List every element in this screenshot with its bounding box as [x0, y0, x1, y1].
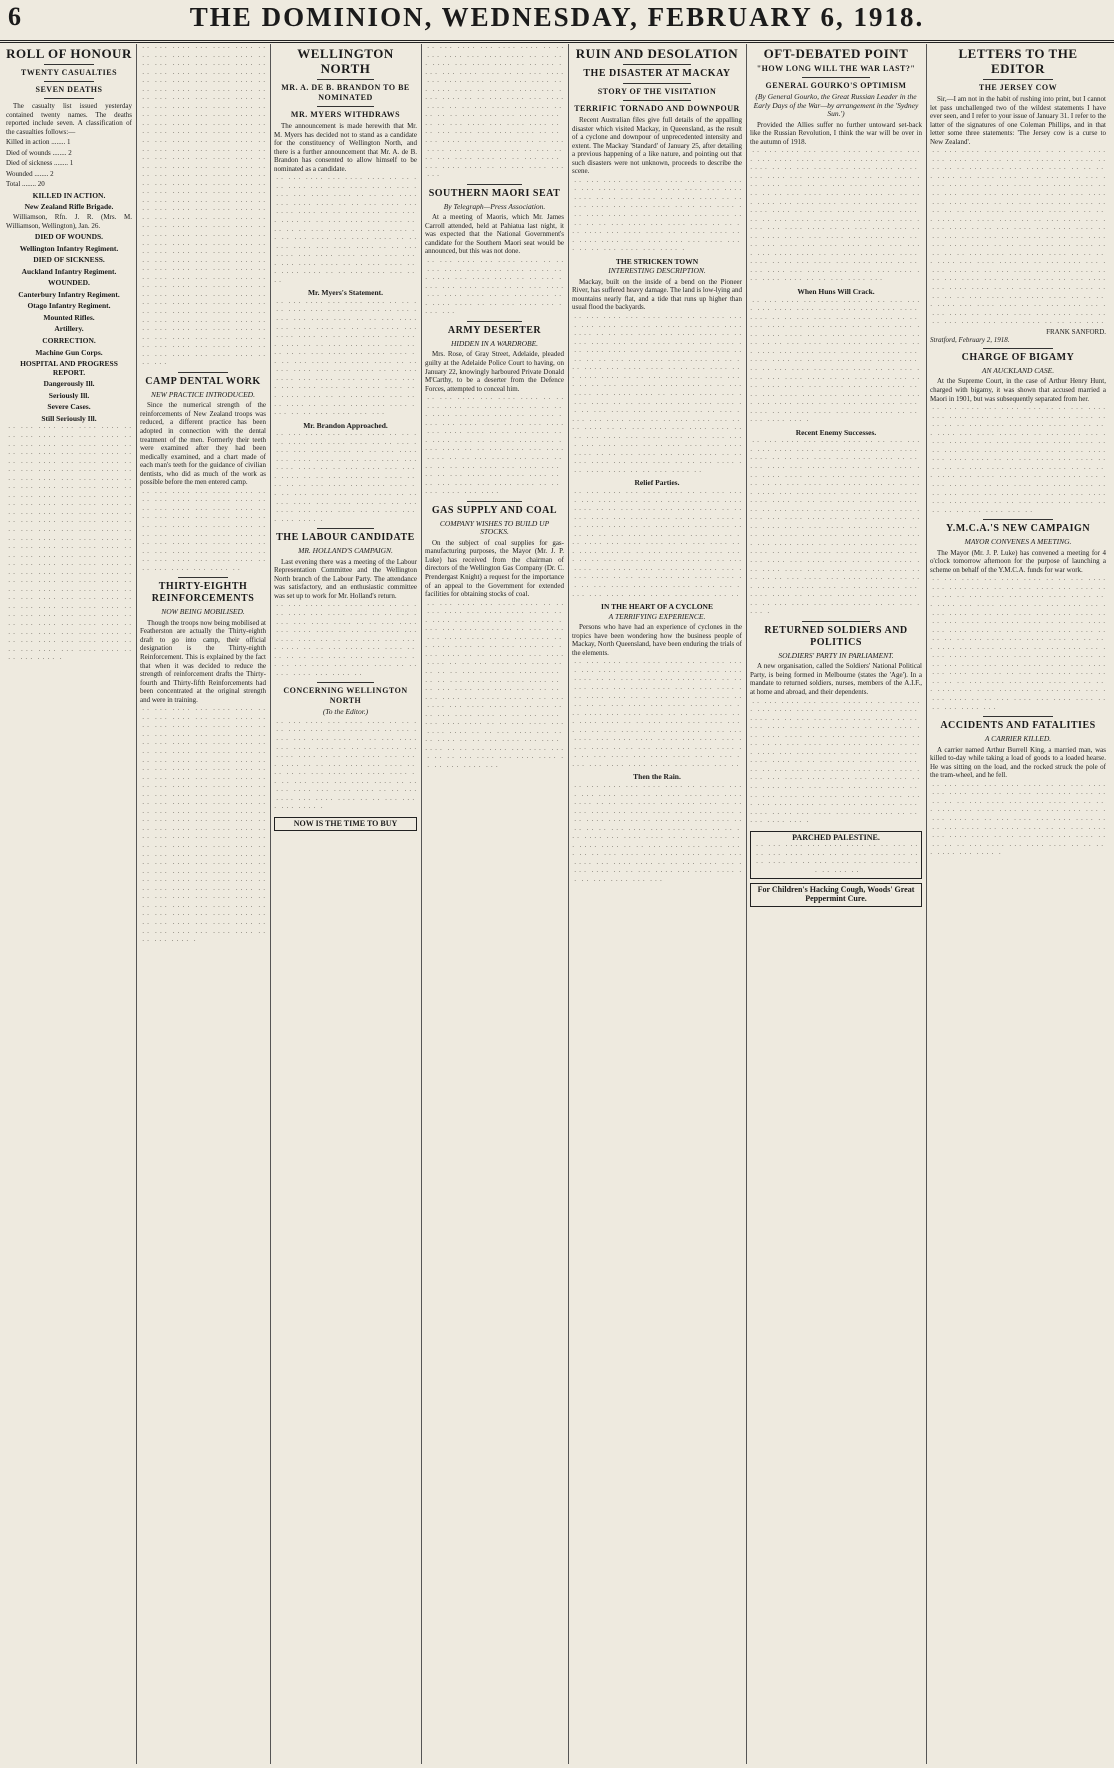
page-number: 6	[8, 2, 21, 31]
reinforcements-text: Though the troops now being mobilised at Featherston are actually the Thirty-eighth draft to go into camp, their official designation is the Thirty-eighth Reinforcement. This is explained by the fact that when it was decided to reduce the strength of reinforcement drafts the Thirty-fourth and Thirty-fifth Reinforcements had been concentrated at the original strength and were in training.	[140, 618, 266, 704]
heading-bigamy: CHARGE OF BIGAMY	[961, 351, 1075, 363]
column-mackay-disaster: RUIN AND DESOLATION THE DISASTER AT MACKAY STORY OF THE VISITATION TERRIFIC TORNADO AND DOWNPOUR Recent Australian files give full details of the appalling disaster which visited Mackay, in Queensland, as the result of a cyclone and downpour of unprecedented intensity and extent. The Mackay 'Standard' of January 25, after detailing a previous happening of a like nature, and pointing out that such disasters were not unknown, proceeds to describe the scene. · · · · · · · · · · · · · · · · · · · · · · · · · · · · · · · · · · · · · · · · · · · · · · · · · · · · · · · · · · · · · · · · · · · · · · · · · · · · · · · · · · · · · · · · · · · · · · · · · · · · · · · · · · · · · · · · · · · · · · · · · · · · · · · · · · · · · · · · · · · · · · · · · · · · · · · · · · · · · · · · · · · · · · · · · · · · · · · · · · · · · · · · · · · · · · · · · · · · · · · · · · · · · · · · · · · · · · · · · · · · · · · · · · · · · · · · · · · · · · · · · · · · · · · · · · · · · · · · · · · THE STRICKEN TOWN INTERESTING DESCRIPTION. Mackay, built on the inside of a bend on the Pioneer River, has suffered heavy damage. The land is low-lying and mountains nearly flat, and a tide that runs up higher than usual flood the backyards. · · · · · · · · · · · · · · · · · · · · · · · · · · · · · · · · · · · · · · · · · · · · · · · · · · · · · · · · · · · · · · · · · · · · · · · · · · · · · · · · · · · · · · · · · · · · · · · · · · · · · · · · · · · · · · · · · · · · · · · · · · · · · · · · · · · · · · · · · · · · · · · · · · · · · · · · · · · · · · · · · · · · · · · · · · · · · · · · · · · · · · · · · · · · · · · · · · · · · · · · · · · · · · · · · · · · · · · · · · · · · · · · · · · · · · · · · · · · · · · · · · · · · · · · · · · · · · · · · · · · · · · · · · · · · · · · · · · · · · · · · · · · · · · · · · · · · · · · · · · · · · · · · · · · · · · · · · · · · · · · · · · · · · · · · · · · · · · · · · · · · · · · · · · · · · · · · · · · · · · · · · · · · · · · · · · · · · · · · · · · · · · · · · · · · · · · · · · · · · · · · · · · · · · · · · · · · · · · · · · · · · · · · · · · · · · · · · · · · · · · · · · · · · · · · · · · · · · · · · · · · · · · · · · · · · · · · · · · · · · · · · · · · · · · · · · · · · · · · · · · · · · · · · · · · · · · · · · · · · · · · · · · · · · · · · · · · · · · · · · · · · · · · · · · · · · · · · · · · · · · · Relief Parties. · · · · · · · · · · · · · · · · · · · · · · · · · · · · · · · · · · · · · · · · · · · · · · · · · · · · · · · · · · · · · · · · · · · · · · · · · · · · · · · · · · · · · · · · · · · · · · · · · · · · · · · · · · · · · · · · · · · · · · · · · · · · · · · · · · · · · · · · · · · · · · · · · · · · · · · · · · · · · · · · · · · · · · · · · · · · · · · · · · · · · · · · · · · · · · · · · · · · · · · · · · · · · · · · · · · · · · · · · · · · · · · · · · · · · · · · · · · · · · · · · · · · · · · · · · · · · · · · · · · · · · · · · · · · · · · · · · · · · · · · · · · · · · · · · · · · · · · · · · · · · · · · · · · · · · · · · · · · · · · · · · · · · · · · · · · · · · · · · · · · · · · · · · · · · · · · · · · · · · · · · · · · · · · · · · · · · · · · · · · · · · · · · · · · IN THE HEART OF A CYCLONE A TERRIFYING EXPERIENCE. Persons who have had an experience of cyclones in the tropics have been wondering how the business people of Mackay, North Queensland, have been enduring the trials of the elements. · · · · · · · · · · · · · · · · · · · · · · · · · · · · · · · · · · · · · · · · · · · · · · · · · · · · · · · · · · · · · · · · · · · · · · · · · · · · · · · · · · · · · · · · · · · · · · · · · · · · · · · · · · · · · · · · · · · · · · · · · · · · · · · · · · · · · · · · · · · · · · · · · · · · · · · · · · · · · · · · · · · · · · · · · · · · · · · · · · · · · · · · · · · · · · · · · · · · · · · · · · · · · · · · · · · · · · · · · · · · · · · · · · · · · · · · · · · · · · · · · · · · · · · · · · · · · · · · · · · · · · · · · · · · · · · · · · · · · · · · · · · · · · · · · · · · · · · · · · · · · · · · · · · · · · · · · · · · · · · · · · · · · · · · · · · · · · · · · · · · · · · · · · · · · · · · · · · · · · · · · · · · · · · · · · · · · · · · · · · · · · · · · · · · Then the Rain. · · · · · · · · · · · · · · · · · · · · · · · · · · · · · · · · · · · · · · · · · · · · · · · · · · · · · · · · · · · · · · · · · · · · · · · · · · · · · · · · · · · · · · · · · · · · · · · · · · · · · · · · · · · · · · · · · · · · · · · · · · · · · · · · · · · · · · · · · · · · · · · · · · · · · · · · · · · · · · · · · · · · · · · · · · · · · · · · · · · · · · · · · · · · · · · · · · · · · · · · · · · · · · · · · · · · · · · · · · · · · · · · · · · · · · · · · · · · · · · · · · · · · · · · · · · · · · · · · · · · · · · · · · · · · · · · · · · · · · · · · · · · · · · · · · · · · · · · · · · · · · · · · · · · · · · · · · · · · · · · · · · · · · · · · · · · · · · · · · · · · · · · ·	[572, 46, 742, 886]
column-war-optimism: OFT-DEBATED POINT "HOW LONG WILL THE WAR LAST?" GENERAL GOURKO'S OPTIMISM (By General Gourko, the Great Russian Leader in the Early Days of the War—by arrangement in the 'Sydney Sun.') Provided the Allies suffer no further untoward set-back like the Russian Revolution, I think the war will be over in the autumn of 1918. · · · · · · · · · · · · · · · · · · · · · · · · · · · · · · · · · · · · · · · · · · · · · · · · · · · · · · · · · · · · · · · · · · · · · · · · · · · · · · · · · · · · · · · · · · · · · · · · · · · · · · · · · · · · · · · · · · · · · · · · · · · · · · · · · · · · · · · · · · · · · · · · · · · · · · · · · · · · · · · · · · · · · · · · · · · · · · · · · · · · · · · · · · · · · · · · · · · · · · · · · · · · · · · · · · · · · · · · · · · · · · · · · · · · · · · · · · · · · · · · · · · · · · · · · · · · · · · · · · · · · · · · · · · · · · · · · · · · · · · · · · · · · · · · · · · · · · · · · · · · · · · · · · · · · · · · · · · · · · · · · · · · · · · · · · · · · · · · · · · · · · · · · · · · · · · · · · · · · · · · · · · · · · · · · · · · · · · · · · · · · · · · · · · · · · · · · · · · · · · · · · · · · · · · · · · · · · · · · · · · · · · · · · · · · · · · · · · · · · · · · · · · · · · · · · · · · · · · · · · · · · · · · · · · · · · · · · When Huns Will Crack. · · · · · · · · · · · · · · · · · · · · · · · · · · · · · · · · · · · · · · · · · · · · · · · · · · · · · · · · · · · · · · · · · · · · · · · · · · · · · · · · · · · · · · · · · · · · · · · · · · · · · · · · · · · · · · · · · · · · · · · · · · · · · · · · · · · · · · · · · · · · · · · · · · · · · · · · · · · · · · · · · · · · · · · · · · · · · · · · · · · · · · · · · · · · · · · · · · · · · · · · · · · · · · · · · · · · · · · · · · · · · · · · · · · · · · · · · · · · · · · · · · · · · · · · · · · · · · · · · · · · · · · · · · · · · · · · · · · · · · · · · · · · · · · · · · · · · · · · · · · · · · · · · · · · · · · · · · · · · · · · · · · · · · · · · · · · · · · · · · · · · · · · · · · · · · · · · · · · · · · · · · · · · · · · · · · · · · · · · · · · · · · · · · · · · · · · · · · · · · · · · · · · · · · · · · · · · · · · · · · · · · · · · · · · · · · Recent Enemy Successes. · · · · · · · · · · · · · · · · · · · · · · · · · · · · · · · · · · · · · · · · · · · · · · · · · · · · · · · · · · · · · · · · · · · · · · · · · · · · · · · · · · · · · · · · · · · · · · · · · · · · · · · · · · · · · · · · · · · · · · · · · · · · · · · · · · · · · · · · · · · · · · · · · · · · · · · · · · · · · · · · · · · · · · · · · · · · · · · · · · · · · · · · · · · · · · · · · · · · · · · · · · · · · · · · · · · · · · · · · · · · · · · · · · · · · · · · · · · · · · · · · · · · · · · · · · · · · · · · · · · · · · · · · · · · · · · · · · · · · · · · · · · · · · · · · · · · · · · · · · · · · · · · · · · · · · · · · · · · · · · · · · · · · · · · · · · · · · · · · · · · · · · · · · · · · · · · · · · · · · · · · · · · · · · · · · · · · · · · · · · · · · · · · · · · · · · · · · · · · · · · · · · · · · · · · · · · · · · · · · · · · · · · · · · · · · · · · · · · · · · · · · · · · · · · · · · · · · · · · · · · · · · · · · · · · · · · · · · · · · · · · · · · · · · · · · · · · · · · · · · · · · · · · · · · · · · · · · · · · · · · · · · · · · · · · · · · · · · · · · · · · · · · · · · · · · · · · · · · · · · · · · · · · · · · · · · · · · · · · · · · · · · · · · · · · · · · · · · · · · · · · · · · RETURNED SOLDIERS AND POLITICS SOLDIERS' PARTY IN PARLIAMENT. A new organisation, called the Soldiers' National Political Party, is being formed in Melbourne (states the 'Age'). In a mandate to returned soldiers, nurses, members of the A.I.F., at home and abroad, and their dependents. · · · · · · · · · · · · · · · · · · · · · · · · · · · · · · · · · · · · · · · · · · · · · · · · · · · · · · · · · · · · · · · · · · · · · · · · · · · · · · · · · · · · · · · · · · · · · · · · · · · · · · · · · · · · · · · · · · · · · · · · · · · · · · · · · · · · · · · · · · · · · · · · · · · · · · · · · · · · · · · · · · · · · · · · · · · · · · · · · · · · · · · · · · · · · · · · · · · · · · · · · · · · · · · · · · · · · · · · · · · · · · · · · · · · · · · · · · · · · · · · · · · · · · · · · · · · · · · · · · · · · · · · · · · · · · · · · · · · · · · · · · · · · · · · · · · · · · · · · · · · · · · · · · · · · · · · · · · · · · · · · · · · · · · · · · · · · · · · · · · · · · · · · · · · · · · · · · · · · · · · · · · · · · · · · · · · · · · · · · · · · · · · · · · · · · · · · · · · · · · · · · · · · · · · · · · · · · · · · · · · · · · · · · · · · · · PARCHED PALESTINE. · · · · · · · · · · · · · · · · · · · · · · · · · · · · · · · · · · · · · · · · · · · · · · · · · · · · · · · · · · · · · · · · · · · · · · · · · · · · · · · · · · · · · · · · · · · · · · · For Children's Hacking Cough, Woods' Great Peppermint Cure.	[750, 44, 922, 1764]
heading-reinforcements: THIRTY-EIGHTH REINFORCEMENTS	[151, 581, 255, 605]
casualty-list-text: · · · · · · · · · · · · · · · · · · · · · · · · · · · · · · · · · · · · · · · · · · · · · · · · · · · · · · · · · · · · · · · · · · · · · · · · · · · · · · · · · · · · · · · · · · · · · · · · · · · · · · · · · · · · · · · · · · · · · · · · · · · · · · · · · · · · · · · · · · · · · · · · · · · · · · · · · · · · · · · · · · · · · · · · · · · · · · · · · · · · · · · · · · · · · · · · · · · · · · · · · · · · · · · · · · · · · · · · · · · · · · · · · · · · · · · · · · · · · · · · · · · · · · · · · · · · · · · · · · · · · · · · · · · · · · · · · · · · · · · · · · · · · · · · · · · · · · · · · · · · · · · · · · · · · · · · · · · · · · · · · · · · · · · · · · · · · · · · · · · · · · · · · · · · · · · · · · · · · · · · · · · · · · · · · · · · · · · · · · · · · · · · · · · · · · · · · · · · · · · · · · · · · · · · · · · · · · · · · · · · · · · · · · · · · · · · · · · · · · · · · · · · · · · · · · · · · · · · · · · · · · · · · · · · · · · · · · · · · · · · · · · · · · · · · · · · · · · · · · · · · · · · · · · · · · · · · · · · · · · · · · · · · · · · · · · · · · · · · · · · · · · · · · · · · · · · · · · · · · · · · · · · · · · · · · · · · · · · · · · · · · · · · · · · · · · · · · · · · · · · · · · ·	[6, 424, 132, 664]
heading-accidents: ACCIDENTS AND FATALITIES	[940, 720, 1096, 732]
masthead	[0, 0, 1114, 43]
heading-ymca: Y.M.C.A.'S NEW CAMPAIGN	[945, 523, 1091, 535]
advert-palestine: PARCHED PALESTINE. · · · · · · · · · · · · · · · · · · · · · · · · · · · · · · · · · · · · · · · · · · · · · · · · · · · · · · · · · · · · · · · · · · · · · · · · · · · · · · · · · · · · · · · · · · · · · · ·	[750, 831, 922, 880]
heading-oft-debated-point: OFT-DEBATED POINT	[763, 46, 909, 61]
column-roll-of-honour: ROLL OF HONOUR TWENTY CASUALTIES SEVEN DEATHS The casualty list issued yesterday contained twenty names. The deaths reported include seven. A classification of the casualties follows:— Killed in action ........ 1 Died of wounds ........ 2 Died of sickness ........ 1 Wounded ........ 2 Total ........ 20 KILLED IN ACTION. New Zealand Rifle Brigade. Williamson, Rfn. J. R. (Mrs. M. Williamson, Wellington), Jan. 26. DIED OF WOUNDS. Wellington Infantry Regiment. DIED OF SICKNESS. Auckland Infantry Regiment. WOUNDED. Canterbury Infantry Regiment. Otago Infantry Regiment. Mounted Rifles. Artillery. CORRECTION. Machine Gun Corps. HOSPITAL AND PROGRESS REPORT. Dangerously Ill. Seriously Ill. Severe Cases. Still Seriously Ill. · · · · · · · · · · · · · · · · · · · · · · · · · · · · · · · · · · · · · · · · · · · · · · · · · · · · · · · · · · · · · · · · · · · · · · · · · · · · · · · · · · · · · · · · · · · · · · · · · · · · · · · · · · · · · · · · · · · · · · · · · · · · · · · · · · · · · · · · · · · · · · · · · · · · · · · · · · · · · · · · · · · · · · · · · · · · · · · · · · · · · · · · · · · · · · · · · · · · · · · · · · · · · · · · · · · · · · · · · · · · · · · · · · · · · · · · · · · · · · · · · · · · · · · · · · · · · · · · · · · · · · · · · · · · · · · · · · · · · · · · · · · · · · · · · · · · · · · · · · · · · · · · · · · · · · · · · · · · · · · · · · · · · · · · · · · · · · · · · · · · · · · · · · · · · · · · · · · · · · · · · · · · · · · · · · · · · · · · · · · · · · · · · · · · · · · · · · · · · · · · · · · · · · · · · · · · · · · · · · · · · · · · · · · · · · · · · · · · · · · · · · · · · · · · · · · · · · · · · · · · · · · · · · · · · · · · · · · · · · · · · · · · · · · · · · · · · · · · · · · · · · · · · · · · · · · · · · · · · · · · · · · · · · · · · · · · · · · · · · · · · · · · · · · · · · · · · · · · · · · · · · · · · · · · · · · · · · · · · · · · · · · · · · · · · · · · · · · · · · · · · · · ·	[6, 46, 132, 664]
wellington-north-lead: The announcement is made herewith that Mr. M. Myers has decided not to stand as a candidate for the constituency of Wellington North, and there is a further announcement that Mr. A. de B. Brandon has consented to allow himself to be nominated as a candidate.	[274, 122, 417, 173]
subheading-casualties: TWENTY CASUALTIES	[20, 68, 118, 77]
heading-army-deserter: ARMY DESERTER	[447, 324, 542, 336]
labour-text: Last evening there was a meeting of the Labour Representation Committee and the Wellington North branch of the Labour Party. The attendance was satisfactory, and an enthusiastic committee was set up to work for Mr. Holland's return.	[274, 557, 417, 600]
columns	[6, 44, 1108, 1764]
heading-camp-dental: CAMP DENTAL WORK	[145, 375, 261, 387]
advert-peppermint-cure: For Children's Hacking Cough, Woods' Great Peppermint Cure.	[750, 883, 922, 906]
casualty-summary: Killed in action ........ 1 Died of wounds ........ 2 Died of sickness ........ 1 Wounded ........ 2 Total ........ 20	[6, 138, 74, 189]
intro-paragraph: The casualty list issued yesterday contained twenty names. The deaths reported include seven. A classification of the casualties follows:—	[6, 102, 132, 136]
column-letters: LETTERS TO THE EDITOR THE JERSEY COW Sir,—I am not in the habit of rushing into print, but I cannot let pass unchallenged two of the wildest statements I have ever seen, and I refer to your issue of January 31. I refer to the latter of the signatures of one Coleman Phillips, and in that letter some three statements: 'The Jersey cow is a curse to New Zealand'. · · · · · · · · · · · · · · · · · · · · · · · · · · · · · · · · · · · · · · · · · · · · · · · · · · · · · · · · · · · · · · · · · · · · · · · · · · · · · · · · · · · · · · · · · · · · · · · · · · · · · · · · · · · · · · · · · · · · · · · · · · · · · · · · · · · · · · · · · · · · · · · · · · · · · · · · · · · · · · · · · · · · · · · · · · · · · · · · · · · · · · · · · · · · · · · · · · · · · · · · · · · · · · · · · · · · · · · · · · · · · · · · · · · · · · · · · · · · · · · · · · · · · · · · · · · · · · · · · · · · · · · · · · · · · · · · · · · · · · · · · · · · · · · · · · · · · · · · · · · · · · · · · · · · · · · · · · · · · · · · · · · · · · · · · · · · · · · · · · · · · · · · · · · · · · · · · · · · · · · · · · · · · · · · · · · · · · · · · · · · · · · · · · · · · · · · · · · · · · · · · · · · · · · · · · · · · · · · · · · · · · · · · · · · · · · · · · · · · · · · · · · · · · · · · · · · · · · · · · · · · · · · · · · · · · · · · · · · · · · · · · · · · · · · · · · · · · · · · · · · · · · · · · · · · · · · · · · · · · · · · · · · · · · · · · · · · · · · · · · · · · · · · · · · · · · · · · · · · · · · · · · · · · · · · · · · · · · · · · · · · · · · · · · · · · · · · · · · · · · · · · · · · · · · · · · · · · · · · · · · · · · · · · · · · · · · · · · · · · · · · · · · · · · FRANK SANFORD. Stratford, February 2, 1918. CHARGE OF BIGAMY AN AUCKLAND CASE. At the Supreme Court, in the case of Arthur Henry Hunt, charged with bigamy, it was shown that accused married a Maori in 1901, but was subsequently separated from her. · · · · · · · · · · · · · · · · · · · · · · · · · · · · · · · · · · · · · · · · · · · · · · · · · · · · · · · · · · · · · · · · · · · · · · · · · · · · · · · · · · · · · · · · · · · · · · · · · · · · · · · · · · · · · · · · · · · · · · · · · · · · · · · · · · · · · · · · · · · · · · · · · · · · · · · · · · · · · · · · · · · · · · · · · · · · · · · · · · · · · · · · · · · · · · · · · · · · · · · · · · · · · · · · · · · · · · · · · · · · · · · · · · · · · · · · · · · · · · · · · · · · · · · · · · · · · · · · · · · · · · · · · · · · · · · · · · · · · · · · · · · · · · · · · · · · · · · · · · · · · · · · · · · · · · · · · · · · · · · · · · · · · · · · · · · · · · · · · · · · · · · · · · · · · · · · · · · · · · · · · · · · · · · · · · · · · · · · · · · · · · · · · · · · Y.M.C.A.'S NEW CAMPAIGN MAYOR CONVENES A MEETING. The Mayor (Mr. J. P. Luke) has convened a meeting for 4 o'clock tomorrow afternoon for the purpose of launching a scheme on behalf of the Y.M.C.A. funds for war work. · · · · · · · · · · · · · · · · · · · · · · · · · · · · · · · · · · · · · · · · · · · · · · · · · · · · · · · · · · · · · · · · · · · · · · · · · · · · · · · · · · · · · · · · · · · · · · · · · · · · · · · · · · · · · · · · · · · · · · · · · · · · · · · · · · · · · · · · · · · · · · · · · · · · · · · · · · · · · · · · · · · · · · · · · · · · · · · · · · · · · · · · · · · · · · · · · · · · · · · · · · · · · · · · · · · · · · · · · · · · · · · · · · · · · · · · · · · · · · · · · · · · · · · · · · · · · · · · · · · · · · · · · · · · · · · · · · · · · · · · · · · · · · · · · · · · · · · · · · · · · · · · · · · · · · · · · · · · · · · · · · · · · · · · · · · · · · · · · · · · · · · · · · · · · · · · · · · · · · · · · · · · · · · · · · · · · · · · · · · · · · · · · · · · · · · · · · · · · · · · · · · · · · · · · · · · · · · · · · · · · · · · · · · · · · · · · · · · · · · · · · · · · · · · · · · · · · · · · · · · · · · · · · · · · · · · · · ACCIDENTS AND FATALITIES A CARRIER KILLED. A carrier named Arthur Burrell King, a married man, was killed to-day while taking a load of goods to a loaded hearse. He was sitting on the load, and the rocked struck the pole of the tram-wheel, and he fell. · · · · · · · · · · · · · · · · · · · · · · · · · · · · · · · · · · · · · · · · · · · · · · · · · · · · · · · · · · · · · · · · · · · · · · · · · · · · · · · · · · · · · · · · · · · · · · · · · · · · · · · · · · · · · · · · · · · · · · · · · · · · · · · · · · · · · · · · · · · · · · · · · · · · · · · · · · · · · · · · · · · · · · · · · · · · · · · · · · · · · · · · · · · · · · · · · · · · · · · · · · · · · · · · · · · · · · · · · · · · · · · · · · · · · · · · · · · · · · · · · · · · · · · · · · · · · · · · · · ·	[930, 46, 1106, 859]
mackay-lead: Recent Australian files give full details of the appalling disaster which visited Mackay, in Queensland, as the result of a cyclone and downpour of unprecedented intensity and extent. The Mackay 'Standard' of January 25, after detailing a previous happening of a like nature, and pointing out that such disasters were not unknown, proceeds to describe the scene.	[572, 116, 742, 176]
column-maori-seat: · · · · · · · · · · · · · · · · · · · · · · · · · · · · · · · · · · · · · · · · · · · · · · · · · · · · · · · · · · · · · · · · · · · · · · · · · · · · · · · · · · · · · · · · · · · · · · · · · · · · · · · · · · · · · · · · · · · · · · · · · · · · · · · · · · · · · · · · · · · · · · · · · · · · · · · · · · · · · · · · · · · · · · · · · · · · · · · · · · · · · · · · · · · · · · · · · · · · · · · · · · · · · · · · · · · · · · · · · · · · · · · · · · · · · · · · · · · · · · · · · · · · · · · · · · · · · · · · · · · · · · · · · · · · · · · · · · · · · · · · · · · · · · · · · · · · · · · · · · · · · · · · · · · · · · · · · · · · · · · · · · · · · · · · · · · · · · · · · · · · · · · · · · · · · · · · · · · · · · · · · · · · · · · SOUTHERN MAORI SEAT By Telegraph—Press Association. At a meeting of Maoris, which Mr. James Carroll attended, held at Pahiatua last night, it was expected that the National Government's candidate for the Southern Maori seat would be announced, but this was not done. · · · · · · · · · · · · · · · · · · · · · · · · · · · · · · · · · · · · · · · · · · · · · · · · · · · · · · · · · · · · · · · · · · · · · · · · · · · · · · · · · · · · · · · · · · · · · · · · · · · · · · · · · · · · · · · · · · · · · · · · · · · · · · · · · · · · · · · · · · · · · · · · · · · · · · · ARMY DESERTER HIDDEN IN A WARDROBE. Mrs. Rose, of Gray Street, Adelaide, pleaded guilty at the Adelaide Police Court to having, on January 22, knowingly harboured Private Donald M'Carthy, to be a deserter from the Defence Forces, attempted to conceal him. · · · · · · · · · · · · · · · · · · · · · · · · · · · · · · · · · · · · · · · · · · · · · · · · · · · · · · · · · · · · · · · · · · · · · · · · · · · · · · · · · · · · · · · · · · · · · · · · · · · · · · · · · · · · · · · · · · · · · · · · · · · · · · · · · · · · · · · · · · · · · · · · · · · · · · · · · · · · · · · · · · · · · · · · · · · · · · · · · · · · · · · · · · · · · · · · · · · · · · · · · · · · · · · · · · · · · · · · · · · · · · · · · · · · · · · · · · · · · · · · · · · · · · · · · · · · · · · · · · · · · · · · · · · · · · · · · · · · · · · · GAS SUPPLY AND COAL COMPANY WISHES TO BUILD UP STOCKS. On the subject of coal supplies for gas-manufacturing purposes, the Mayor (Mr. J. P. Luke) has received from the chairman of directors of the Wellington Gas Company (Dr. C. Prendergast Knight) a request for the importance of an appeal to the Government for extended facilities for obtaining stocks of coal. · · · · · · · · · · · · · · · · · · · · · · · · · · · · · · · · · · · · · · · · · · · · · · · · · · · · · · · · · · · · · · · · · · · · · · · · · · · · · · · · · · · · · · · · · · · · · · · · · · · · · · · · · · · · · · · · · · · · · · · · · · · · · · · · · · · · · · · · · · · · · · · · · · · · · · · · · · · · · · · · · · · · · · · · · · · · · · · · · · · · · · · · · · · · · · · · · · · · · · · · · · · · · · · · · · · · · · · · · · · · · · · · · · · · · · · · · · · · · · · · · · · · · · · · · · · · · · · · · · · · · · · · · · · · · · · · · · · · · · · · · · · · · · · · · · · · · · · · · · · · · · · · · · · · · · · · · · · · · · · · · · · · · · · · · · · · · · · · · · · · · · · · · · · · · · · · · · · · · · · · · · · · · · · · · · · · · · · · · · · · · · · · · · · · · · · · · · · · · · · · · · · · · · · · · · · · · · · · · · · · · · · · · · · · · · · · · · · · · · · · · · · · · · · · · · · · · · · · · · · · · · · · · · · · · · · · · ·	[425, 44, 564, 772]
heading-southern-maori: SOUTHERN MAORI SEAT	[428, 187, 561, 199]
column-names-and-dental: · · · · · · · · · · · · · · · · · · · · · · · · · · · · · · · · · · · · · · · · · · · · · · · · · · · · · · · · · · · · · · · · · · · · · · · · · · · · · · · · · · · · · · · · · · · · · · · · · · · · · · · · · · · · · · · · · · · · · · · · · · · · · · · · · · · · · · · · · · · · · · · · · · · · · · · · · · · · · · · · · · · · · · · · · · · · · · · · · · · · · · · · · · · · · · · · · · · · · · · · · · · · · · · · · · · · · · · · · · · · · · · · · · · · · · · · · · · · · · · · · · · · · · · · · · · · · · · · · · · · · · · · · · · · · · · · · · · · · · · · · · · · · · · · · · · · · · · · · · · · · · · · · · · · · · · · · · · · · · · · · · · · · · · · · · · · · · · · · · · · · · · · · · · · · · · · · · · · · · · · · · · · · · · · · · · · · · · · · · · · · · · · · · · · · · · · · · · · · · · · · · · · · · · · · · · · · · · · · · · · · · · · · · · · · · · · · · · · · · · · · · · · · · · · · · · · · · · · · · · · · · · · · · · · · · · · · · · · · · · · · · · · · · · · · · · · · · · · · · · · · · · · · · · · · · · · · · · · · · · · · · · · · · · · · · · · · · · · · · · · · · · · · · · · · · · · · · · · · · · · · · · · · · · · · · · · · · · · · · · · · · · · · · · · · · · · · · · · · · · · · · · · · · · · · · · · · · · · · · · · · · · · · · · · · · · · · · · · · · · · · · · · · · · · · · · · · · · · · · · · · · · · · · · · · · · · · · · · · · · · · · · · · · · · · · · · · · · · · · · · · · · · · · · · · · · · · · · · · · · · · · · · · · · · · · · · · · · · · · · · · · · · · · · · · · · · · · · · · · · · · · · · · · · · · · · · · · · · · · · · · · · · · · · · · · · · · · · · · · · · · · · · · · · · · · · · · · · · · · · CAMP DENTAL WORK NEW PRACTICE INTRODUCED. Since the numerical strength of the reinforcements of New Zealand troops was reduced, a different practice has been adopted in connection with the dental treatment of the men. Formerly their teeth were examined after they had been medically examined, and a chart made of each man's teeth for the guidance of civilian dentists, who did as much of the work as possible before the men entered camp. · · · · · · · · · · · · · · · · · · · · · · · · · · · · · · · · · · · · · · · · · · · · · · · · · · · · · · · · · · · · · · · · · · · · · · · · · · · · · · · · · · · · · · · · · · · · · · · · · · · · · · · · · · · · · · · · · · · · · · · · · · · · · · · · · · · · · · · · · · · · · · · · · · · · · · · · · · · · · · · · · · · · · · · · · · · · · · · · · · · · · · · · · · · · · · · · · · · · · · · · · · · · · · · · · · · · · · · · THIRTY-EIGHTH REINFORCEMENTS NOW BEING MOBILISED. Though the troops now being mobilised at Featherston are actually the Thirty-eighth draft to go into camp, their official designation is the Thirty-eighth Reinforcement. This is explained by the fact that when it was decided to reduce the strength of reinforcement drafts the Thirty-fourth and Thirty-fifth Reinforcements had been concentrated at the original strength and were in training. · · · · · · · · · · · · · · · · · · · · · · · · · · · · · · · · · · · · · · · · · · · · · · · · · · · · · · · · · · · · · · · · · · · · · · · · · · · · · · · · · · · · · · · · · · · · · · · · · · · · · · · · · · · · · · · · · · · · · · · · · · · · · · · · · · · · · · · · · · · · · · · · · · · · · · · · · · · · · · · · · · · · · · · · · · · · · · · · · · · · · · · · · · · · · · · · · · · · · · · · · · · · · · · · · · · · · · · · · · · · · · · · · · · · · · · · · · · · · · · · · · · · · · · · · · · · · · · · · · · · · · · · · · · · · · · · · · · · · · · · · · · · · · · · · · · · · · · · · · · · · · · · · · · · · · · · · · · · · · · · · · · · · · · · · · · · · · · · · · · · · · · · · · · · · · · · · · · · · · · · · · · · · · · · · · · · · · · · · · · · · · · · · · · · · · · · · · · · · · · · · · · · · · · · · · · · · · · · · · · · · · · · · · · · · · · · · · · · · · · · · · · · · · · · · · · · · · · · · · · · · · · · · · · · · · · · · · · · · · · · · · · · · · · · · · · · · · · · · · · · · · · · · · · · · · · · · · · · · · · · · · · · · · · · · · · · · · · · · · · · · · · · · · · · · · · · · · · · · · · · · · · · · · · · · · · · · · · · · · · · · · · · · · · · · · · · · · · · · · · · · · · ·	[140, 44, 266, 946]
newspaper-title: THE DOMINION, WEDNESDAY, FEBRUARY 6, 1918.	[189, 2, 925, 32]
letter-signature: FRANK SANFORD.	[1046, 327, 1106, 336]
camp-dental-text: Since the numerical strength of the reinforcements of New Zealand troops was reduced, a different practice has been adopted in connection with the dental treatment of the men. Formerly their teeth were examined after they had been medically examined, and a chart made of each man's teeth for the guidance of civilian dentists, who did as much of the work as possible before the men entered camp.	[140, 401, 266, 487]
heading-letters-to-editor: LETTERS TO THE EDITOR	[958, 46, 1078, 76]
heading-ruin-and-desolation: RUIN AND DESOLATION	[575, 46, 739, 61]
advert-col3: NOW IS THE TIME TO BUY	[274, 817, 417, 832]
column-wellington-north: WELLINGTON NORTH MR. A. DE B. BRANDON TO BE NOMINATED MR. MYERS WITHDRAWS The announcement is made herewith that Mr. M. Myers has decided not to stand as a candidate for the constituency of Wellington North, and there is a further announcement that Mr. A. de B. Brandon has consented to allow himself to be nominated as a candidate. · · · · · · · · · · · · · · · · · · · · · · · · · · · · · · · · · · · · · · · · · · · · · · · · · · · · · · · · · · · · · · · · · · · · · · · · · · · · · · · · · · · · · · · · · · · · · · · · · · · · · · · · · · · · · · · · · · · · · · · · · · · · · · · · · · · · · · · · · · · · · · · · · · · · · · · · · · · · · · · · · · · · · · · · · · · · · · · · · · · · · · · · · · · · · · · · · · · · · · · · · · · · · · · · · · · · · · · · · · · · · · · · · · · · · · · · · · · · · · · · · · · · · · · · · · · · · · · · · · · · · · · · · · · · · · · · · · · · · · · · · · · · · · · · · · · · · · · · · · · · · · Mr. Myers's Statement. · · · · · · · · · · · · · · · · · · · · · · · · · · · · · · · · · · · · · · · · · · · · · · · · · · · · · · · · · · · · · · · · · · · · · · · · · · · · · · · · · · · · · · · · · · · · · · · · · · · · · · · · · · · · · · · · · · · · · · · · · · · · · · · · · · · · · · · · · · · · · · · · · · · · · · · · · · · · · · · · · · · · · · · · · · · · · · · · · · · · · · · · · · · · · · · · · · · · · · · · · · · · · · · · · · · · · · · · · · · · · · · · · · · · · · · · · · · · · · · · · · · · · · · · · · · · · · · · · · · · · · · · · · · · · · · · · · · · · · · · · · · · · · · · · · · · · · · · · · · · · · · · · · · · · · · · · · · · · · · · · · · · · · · · · · · · · · · · · · · · · · · · · Mr. Brandon Approached. · · · · · · · · · · · · · · · · · · · · · · · · · · · · · · · · · · · · · · · · · · · · · · · · · · · · · · · · · · · · · · · · · · · · · · · · · · · · · · · · · · · · · · · · · · · · · · · · · · · · · · · · · · · · · · · · · · · · · · · · · · · · · · · · · · · · · · · · · · · · · · · · · · · · · · · · · · · · · · · · · · · · · · · · · · · · · · · · · · · · · · · · · · · · · · · · · · · · · · · · · · · · · · · · · · · · · · · · · · · · · · · · · · · · · · · · · · · · · · · · · · · · · · · · · · · · · · · · · · · THE LABOUR CANDIDATE MR. HOLLAND'S CAMPAIGN. Last evening there was a meeting of the Labour Representation Committee and the Wellington North branch of the Labour Party. The attendance was satisfactory, and an enthusiastic committee was set up to work for Mr. Holland's return. · · · · · · · · · · · · · · · · · · · · · · · · · · · · · · · · · · · · · · · · · · · · · · · · · · · · · · · · · · · · · · · · · · · · · · · · · · · · · · · · · · · · · · · · · · · · · · · · · · · · · · · · · · · · · · · · · · · · · · · · · · · · · · · · · · · · · · · · · · · · · · · · · · · · · · · · · · · · · · · · · · · · · · · · · · · · · · · · · · · · · · · · · · · · · · · · · · · · · · · · · · · · · · · · · · · · · · · · CONCERNING WELLINGTON NORTH (To the Editor.) · · · · · · · · · · · · · · · · · · · · · · · · · · · · · · · · · · · · · · · · · · · · · · · · · · · · · · · · · · · · · · · · · · · · · · · · · · · · · · · · · · · · · · · · · · · · · · · · · · · · · · · · · · · · · · · · · · · · · · · · · · · · · · · · · · · · · · · · · · · · · · · · · · · · · · · · · · · · · · · · · · · · · · · · · · · · · · · · · · · · · · · · · · · · · · · · · · · · · · · · · · · · · · · · · · · · · · · · · · · · · · · · · · · · · · · · · · · · · · · · · · · · · · · · · · · · · · · · · · · NOW IS THE TIME TO BUY	[274, 44, 417, 1764]
heading-gas-supply: GAS SUPPLY AND COAL	[431, 504, 558, 516]
names-list-text: · · · · · · · · · · · · · · · · · · · · · · · · · · · · · · · · · · · · · · · · · · · · · · · · · · · · · · · · · · · · · · · · · · · · · · · · · · · · · · · · · · · · · · · · · · · · · · · · · · · · · · · · · · · · · · · · · · · · · · · · · · · · · · · · · · · · · · · · · · · · · · · · · · · · · · · · · · · · · · · · · · · · · · · · · · · · · · · · · · · · · · · · · · · · · · · · · · · · · · · · · · · · · · · · · · · · · · · · · · · · · · · · · · · · · · · · · · · · · · · · · · · · · · · · · · · · · · · · · · · · · · · · · · · · · · · · · · · · · · · · · · · · · · · · · · · · · · · · · · · · · · · · · · · · · · · · · · · · · · · · · · · · · · · · · · · · · · · · · · · · · · · · · · · · · · · · · · · · · · · · · · · · · · · · · · · · · · · · · · · · · · · · · · · · · · · · · · · · · · · · · · · · · · · · · · · · · · · · · · · · · · · · · · · · · · · · · · · · · · · · · · · · · · · · · · · · · · · · · · · · · · · · · · · · · · · · · · · · · · · · · · · · · · · · · · · · · · · · · · · · · · · · · · · · · · · · · · · · · · · · · · · · · · · · · · · · · · · · · · · · · · · · · · · · · · · · · · · · · · · · · · · · · · · · · · · · · · · · · · · · · · · · · · · · · · · · · · · · · · · · · · · · · · · · · · · · · · · · · · · · · · · · · · · · · · · · · · · · · · · · · · · · · · · · · · · · · · · · · · · · · · · · · · · · · · · · · · · · · · · · · · · · · · · · · · · · · · · · · · · · · · · · · · · · · · · · · · · · · · · · · · · · · · · · · · · · · · · · · · · · · · · · · · · · · · · · · · · · · · · · · · · · · · · · · · · · · · · · · · · · · · · · · · · · · · · · · · · · · · · · · · · · · · · · · · · · · · · · · · ·	[140, 44, 266, 369]
heading-roll-of-honour: ROLL OF HONOUR	[6, 46, 132, 61]
subheading-deaths: SEVEN DEATHS	[35, 85, 103, 94]
heading-wellington-north: WELLINGTON NORTH	[297, 46, 394, 76]
